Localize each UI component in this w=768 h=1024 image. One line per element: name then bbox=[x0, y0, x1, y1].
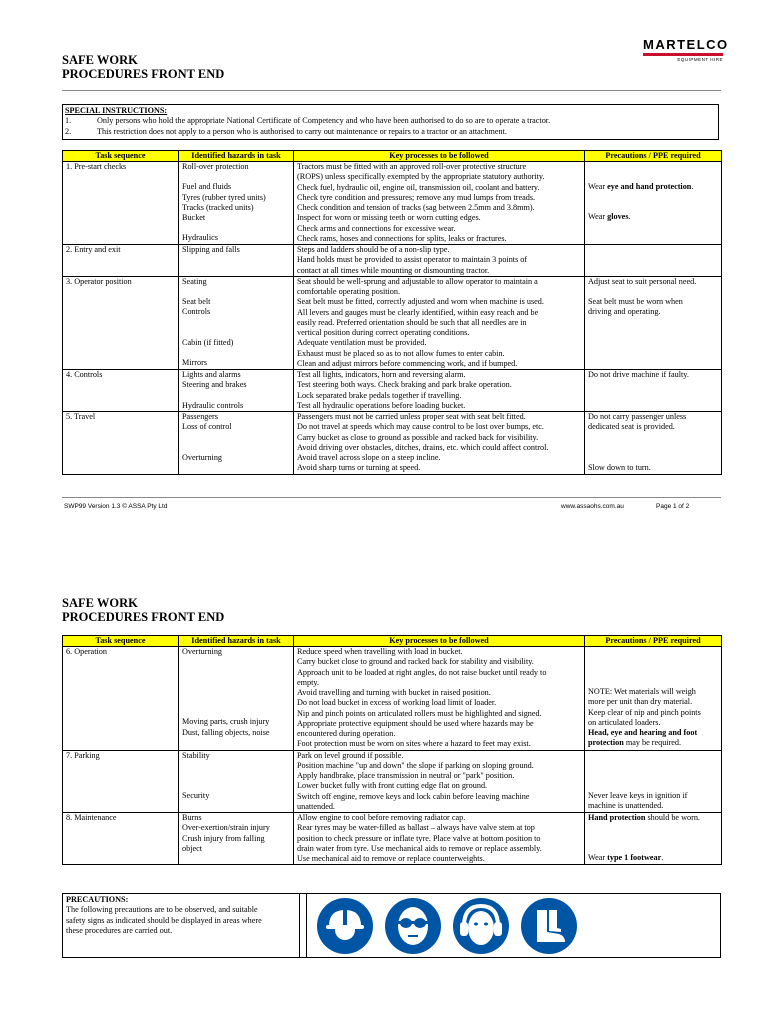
processes-cell: Test all lights, indicators, horn and reversing alarm. Test steering both ways. Check braking and park brake operation. Lock separated brake pedals together if travelling. Test all hydraulic operations before loading bucket. bbox=[294, 370, 585, 412]
hard-hat-icon bbox=[315, 896, 375, 956]
header-task-sequence: Task sequence bbox=[63, 636, 179, 647]
logo-name: MARTELCO bbox=[643, 37, 729, 52]
title-line2: PROCEDURES FRONT END bbox=[62, 67, 225, 81]
table-header-row bbox=[63, 636, 722, 647]
safety-signs bbox=[307, 894, 579, 957]
processes-cell: Steps and ladders should be of a non-slip type. Hand holds must be provided to assist operator to maintain 3 points of contact at all times while mounting or dismounting tractor. bbox=[294, 245, 585, 277]
header-task-sequence: Task sequence bbox=[63, 151, 179, 162]
company-logo bbox=[643, 37, 729, 63]
processes-cell: Reduce speed when travelling with load in bucket. Carry bucket close to ground and racked back for stability and visibility. Approach unit to be loaded at right angles, do not raise bucket until ready to empty. Avoid travelling and turning with bucket in raised position. Do not load bucket in excess of working load limit of loader. Nip and pinch points on articulated rollers must be highlighted and signed. Appropriate protective equipment should be used where hazards may be encountered during operation. Foot protection must be worn on sites where a hazard to feet may exist. bbox=[294, 647, 585, 751]
precautions-cell: Wear eye and hand protection. Wear gloves. bbox=[585, 162, 722, 245]
hazards-cell: Passengers Loss of control Overturning bbox=[179, 412, 294, 475]
header-key-processes: Key processes to be followed bbox=[294, 636, 585, 647]
hazards-cell: Stability Security bbox=[179, 750, 294, 813]
processes-cell: Park on level ground if possible. Position machine "up and down" the slope if parking on sloping ground. Apply handbrake, place transmission in neutral or "park" position. Lower bucket fully with front cutting edge flat on ground. Switch off engine, remove keys and lock cabin before leaving machine unattended. bbox=[294, 750, 585, 813]
processes-cell: Seat should be well-sprung and adjustable to allow operator to maintain a comfortable operating position. Seat belt must be fitted, correctly adjusted and worn when machine is used. All levers and gauges must be clearly identified, within easy reach and be easily read. Preferred orientation should be such that all needles are in vertical position during correct operating conditions. Adequate ventilation must be provided. Exhaust must be placed so as to not allow fumes to enter cabin. Clean and adjust mirrors before commencing work, and if bumped. bbox=[294, 276, 585, 369]
page2-title bbox=[62, 596, 224, 624]
safety-boots-icon bbox=[519, 896, 579, 956]
table-row bbox=[63, 370, 722, 412]
ear-muffs-icon bbox=[451, 896, 511, 956]
hazards-cell: Slipping and falls bbox=[179, 245, 294, 277]
page1-title bbox=[62, 53, 224, 81]
safety-glasses-icon bbox=[383, 896, 443, 956]
task-cell: 5. Travel bbox=[63, 412, 179, 475]
precautions-box bbox=[62, 893, 721, 958]
logo-bar bbox=[643, 53, 723, 56]
processes-cell: Passengers must not be carried unless proper seat with seat belt fitted. Do not travel at speeds which may cause control to be lost over bumps, etc. Carry bucket as close to ground as possible and racked back for visibility. Avoid driving over obstacles, ditches, drains, etc. which could affect control. Avoid travel across slope on a steep incline. Avoid sharp turns or turning at speed. bbox=[294, 412, 585, 475]
logo-tagline: EQUIPMENT HIRE bbox=[677, 57, 723, 62]
processes-cell: Tractors must be fitted with an approved roll-over protective structure (ROPS) unless specifically exempted by the appropriate statutory authority. Check fuel, hydraulic oil, engine oil, transmission oil, coolant and battery. Check tyre condition and pressures; remove any mud lumps from treads. Check condition and tension of tracks (sag between 2.5mm and 3.8mm). Inspect for worn or missing teeth or worn cutting edges. Check arms and connections for excessive wear. Check rams, hoses and connections for splits, leaks or fractures. bbox=[294, 162, 585, 245]
precautions-heading: PRECAUTIONS: bbox=[66, 895, 129, 904]
special-instruction-item: 2. This restriction does not apply to a person who is authorised to carry out maintenance or repairs to a tractor or an attachment. bbox=[65, 126, 507, 136]
precautions-separator bbox=[299, 894, 307, 957]
title-line2: PROCEDURES FRONT END bbox=[62, 610, 225, 624]
special-instruction-item: 1. Only persons who hold the appropriate National Certificate of Competency and who have been authorised to do so are to operate a tractor. bbox=[65, 116, 551, 126]
table-row bbox=[63, 245, 722, 277]
processes-cell: Allow engine to cool before removing radiator cap. Rear tyres may be water-filled as ballast – always have valve stem at top position to check pressure or inflate tyre. Place valve at bottom position to drain water from tyre. Use mechanical aids to remove or replace assembly. Use mechanical aid to remove or replace counterweights. bbox=[294, 813, 585, 865]
precautions-cell bbox=[585, 245, 722, 277]
task-cell: 6. Operation bbox=[63, 647, 179, 751]
hazards-cell: Lights and alarms Steering and brakes Hydraulic controls bbox=[179, 370, 294, 412]
hazards-cell: Seating Seat belt Controls Cabin (if fitted) Mirrors bbox=[179, 276, 294, 369]
hazards-cell: Overturning Moving parts, crush injury Dust, falling objects, noise bbox=[179, 647, 294, 751]
footer-url: www.assaohs.com.au bbox=[561, 503, 624, 510]
precautions-cell: NOTE: Wet materials will weigh more per unit than dry material. Keep clear of nip and pinch points on articulated loaders. Head, eye and hearing and foot protection may be required. bbox=[585, 647, 722, 751]
table-row bbox=[63, 276, 722, 369]
footer-version: SWP99 Version 1.3 © ASSA Pty Ltd bbox=[64, 503, 168, 510]
hazards-cell: Roll-over protection Fuel and fluids Tyres (rubber tyred units) Tracks (tracked units) Bucket Hydraulics bbox=[179, 162, 294, 245]
precautions-cell: Never leave keys in ignition if machine is unattended. bbox=[585, 750, 722, 813]
footer-page-number: Page 1 of 2 bbox=[656, 503, 690, 510]
precautions-text: PRECAUTIONS: The following precautions are to be observed, and suitable safety signs as indicated should be displayed in areas where these procedures are carried out. bbox=[63, 894, 299, 957]
task-cell: 1. Pre-start checks bbox=[63, 162, 179, 245]
table-row bbox=[63, 750, 722, 813]
table-row bbox=[63, 647, 722, 751]
footer-divider bbox=[62, 497, 721, 498]
precautions-cell: Do not drive machine if faulty. bbox=[585, 370, 722, 412]
task-cell: 4. Controls bbox=[63, 370, 179, 412]
precautions-cell: Do not carry passenger unless dedicated seat is provided. Slow down to turn. bbox=[585, 412, 722, 475]
special-instructions bbox=[62, 104, 719, 140]
title-line1: SAFE WORK bbox=[62, 596, 138, 610]
table-header-row bbox=[63, 151, 722, 162]
header-precautions: Precautions / PPE required bbox=[585, 151, 722, 162]
task-cell: 3. Operator position bbox=[63, 276, 179, 369]
title-divider bbox=[62, 90, 721, 91]
precautions-cell: Hand protection should be worn. Wear type 1 footwear. bbox=[585, 813, 722, 865]
procedures-table-page1 bbox=[62, 150, 722, 475]
task-cell: 8. Maintenance bbox=[63, 813, 179, 865]
header-hazards: Identified hazards in task bbox=[179, 636, 294, 647]
hazards-cell: Burns Over-exertion/strain injury Crush injury from falling object bbox=[179, 813, 294, 865]
task-cell: 2. Entry and exit bbox=[63, 245, 179, 277]
table-row bbox=[63, 412, 722, 475]
precautions-cell: Adjust seat to suit personal need. Seat belt must be worn when driving and operating. bbox=[585, 276, 722, 369]
title-line1: SAFE WORK bbox=[62, 53, 138, 67]
header-hazards: Identified hazards in task bbox=[179, 151, 294, 162]
table-row bbox=[63, 813, 722, 865]
procedures-table-page2 bbox=[62, 635, 722, 865]
header-key-processes: Key processes to be followed bbox=[294, 151, 585, 162]
special-instructions-heading: SPECIAL INSTRUCTIONS: bbox=[65, 106, 168, 115]
header-precautions: Precautions / PPE required bbox=[585, 636, 722, 647]
table-row bbox=[63, 162, 722, 245]
task-cell: 7. Parking bbox=[63, 750, 179, 813]
